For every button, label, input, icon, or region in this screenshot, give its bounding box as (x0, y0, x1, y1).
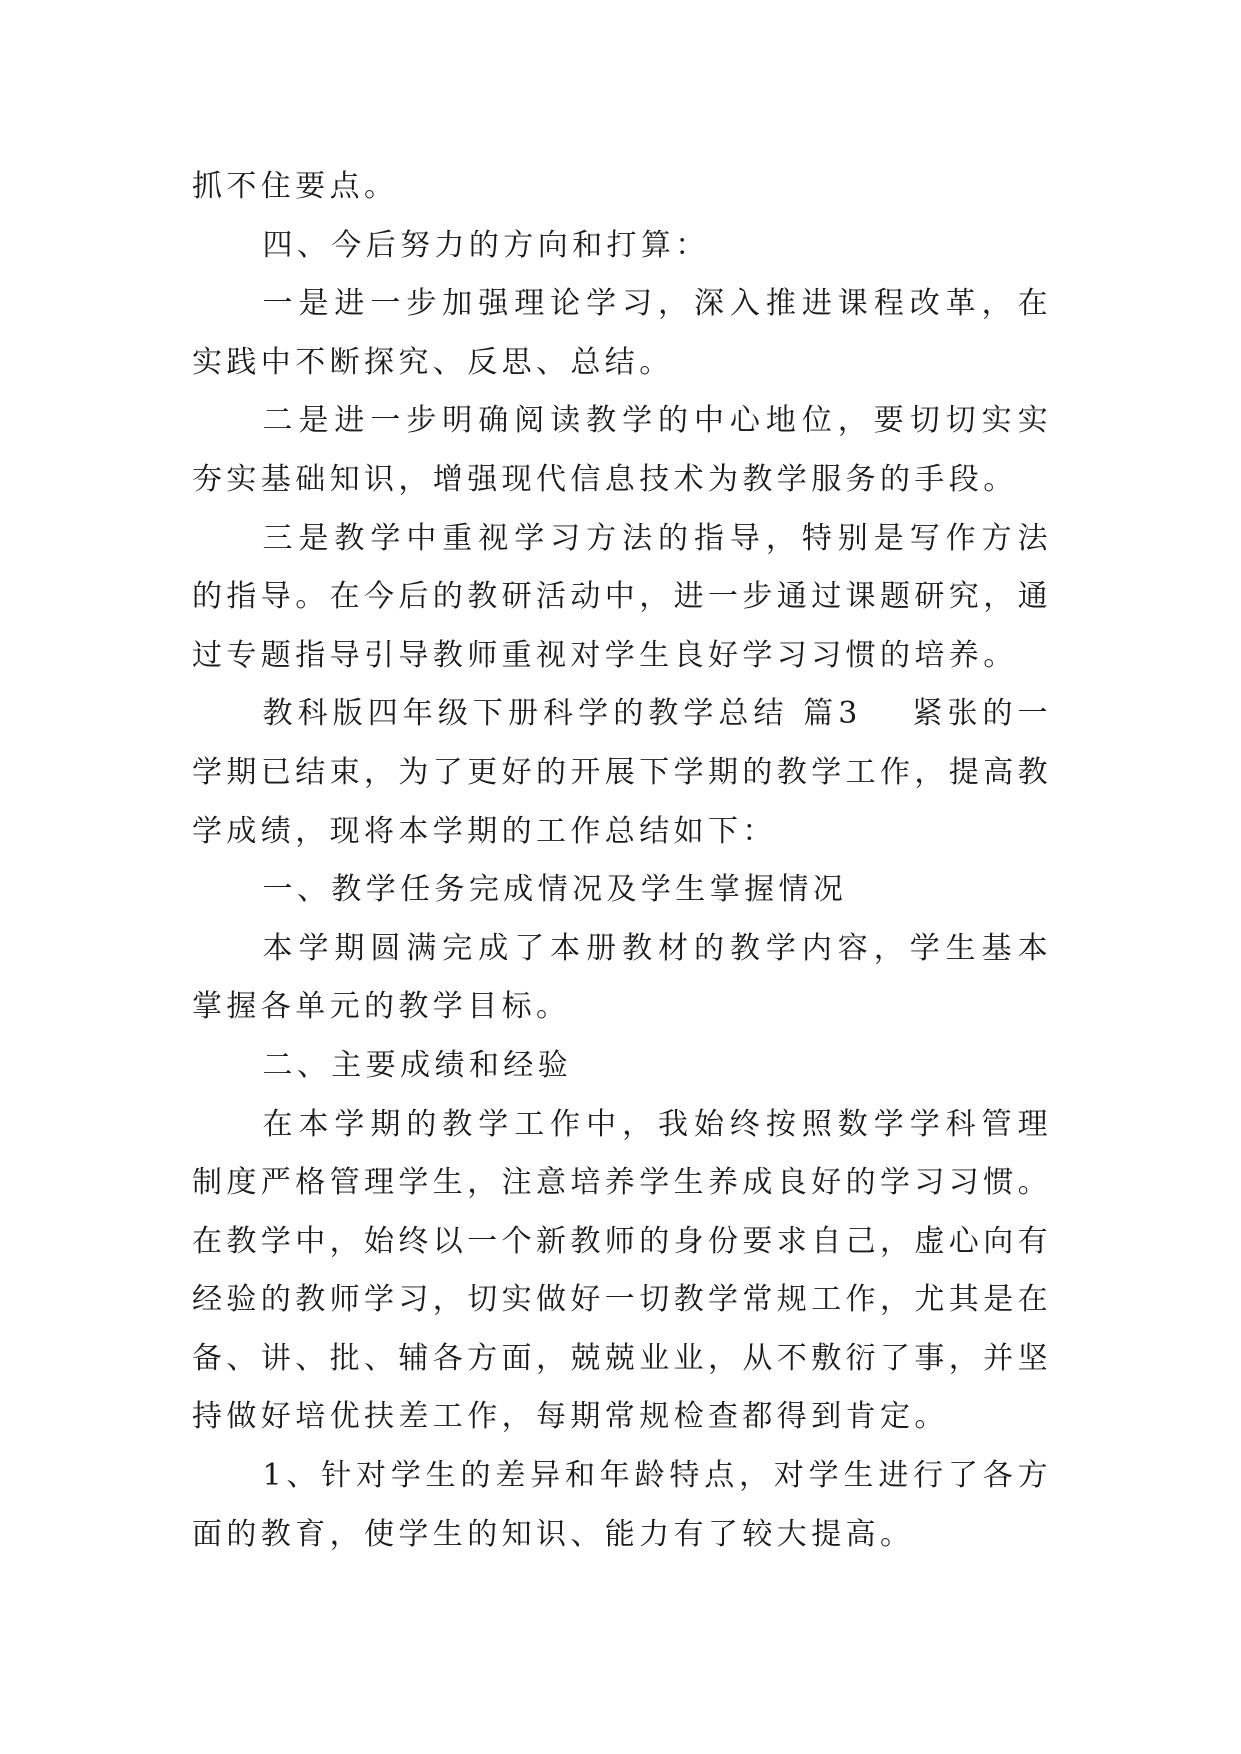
paragraph-6 (192, 685, 1052, 861)
document-body (192, 158, 1052, 1564)
section-heading-2: 二、主要成绩和经验 (262, 1047, 573, 1083)
paragraph-5: 三是教学中重视学习方法的指导，特别是写作方法的指导。在今后的教研活动中，进一步通过课题研究，通过专题指导引导教师重视对学生良好学习习惯的培养。 (192, 520, 1052, 673)
paragraph-1: 抓不住要点。 (192, 169, 399, 204)
paragraph-6-body: 紧张的一学期已结束，为了更好的开展下学期的教学工作，提高教学成绩，现将本学期的工作总结如下： (192, 696, 1052, 849)
paragraph-4: 二是进一步明确阅读教学的中心地位，要切切实实夯实基础知识，增强现代信息技术为教学服务的手段。 (192, 403, 1052, 497)
section-heading-4: 四、今后努力的方向和打算： (262, 227, 710, 263)
paragraph-8: 本学期圆满完成了本册教材的教学内容，学生基本掌握各单元的教学目标。 (192, 930, 1052, 1025)
paragraph-11: 1、针对学生的差异和年龄特点，对学生进行了各方面的教育，使学生的知识、能力有了较大提高。 (192, 1458, 1052, 1552)
paragraph-10: 在本学期的教学工作中，我始终按照数学学科管理制度严格管理学生，注意培养学生养成良好的学习习惯。在教学中，始终以一个新教师的身份要求自己，虚心向有经验的教师学习，切实做好一切教学常规工作，尤其是在备、讲、批、辅各方面，兢兢业业，从不敷衍了事，并坚持做好培优扶差工作，每期常规检查都得到肯定。 (192, 1106, 1052, 1435)
paragraph-3: 一是进一步加强理论学习，深入推进课程改革，在实践中不断探究、反思、总结。 (192, 286, 1052, 380)
section-heading-1: 一、教学任务完成情况及学生掌握情况 (262, 872, 848, 908)
article-title: 教科版四年级下册科学的教学总结 篇3 (262, 696, 862, 732)
